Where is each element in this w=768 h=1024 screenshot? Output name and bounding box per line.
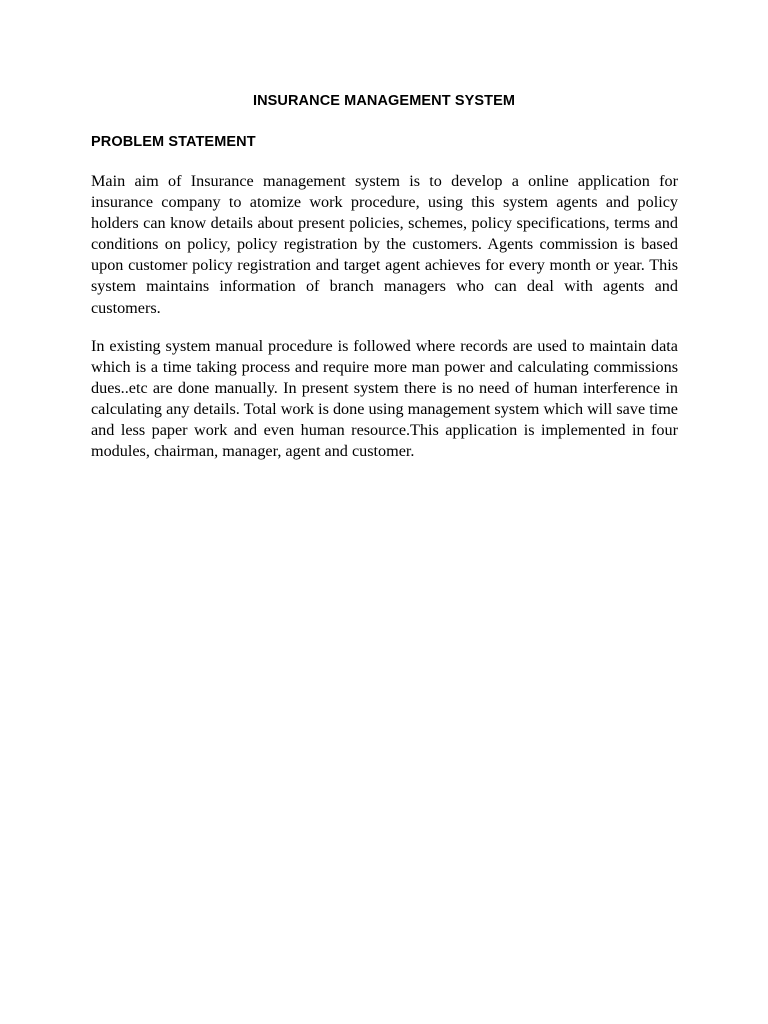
paragraph-2: In existing system manual procedure is followed where records are used to maintain data which is a time taking process and require more man power and calculating commissions dues..etc are done manually. In present system there is no need of human interference in calculating any details. Total work is done using management system which will save time and less paper work and even human resource.This application is implemented in four modules, chairman, manager, agent and customer. xyxy=(91,337,678,461)
paragraph-1: Main aim of Insurance management system is to develop a online application for insurance company to atomize work procedure, using this system agents and policy holders can know details about present policies, schemes, policy specifications, terms and conditions on policy, policy registration by the customers. Agents commission is based upon customer policy registration and target agent achieves for every month or year. This system maintains information of branch managers who can deal with agents and customers. xyxy=(91,172,678,317)
document-title: INSURANCE MANAGEMENT SYSTEM xyxy=(252,93,516,109)
section-heading: PROBLEM STATEMENT xyxy=(91,134,256,150)
